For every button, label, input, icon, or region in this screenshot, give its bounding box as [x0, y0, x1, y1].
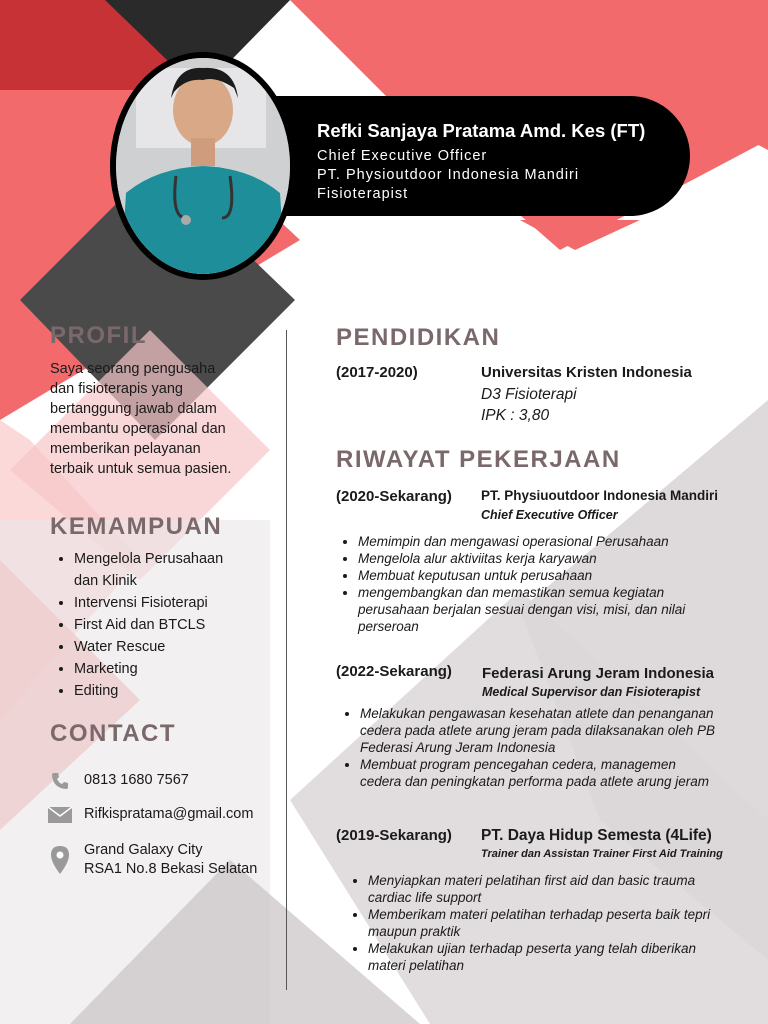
- riwayat-title: RIWAYAT PEKERJAAN: [336, 446, 621, 473]
- skill-item: • Marketing: [74, 658, 223, 680]
- job-duty-item: • Membuat keputusan untuk perusahaan: [358, 567, 696, 584]
- job-period: (2019-Sekarang): [336, 827, 452, 844]
- job-title: Chief Executive Officer: [317, 148, 488, 164]
- person-name: Refki Sanjaya Pratama Amd. Kes (FT): [317, 120, 646, 141]
- education-period: (2017-2020): [336, 364, 418, 381]
- skill-item: dan Klinik: [74, 573, 137, 589]
- job-role: Medical Supervisor dan Fisioterapist: [482, 685, 701, 699]
- skills-list: [52, 548, 223, 702]
- skill-item: • First Aid dan BTCLS: [74, 614, 223, 636]
- profile-photo: [110, 52, 296, 280]
- pendidikan-title: PENDIDIKAN: [336, 324, 501, 351]
- job-duty-item: • Membuat program pencegahan cedera, managemen cedera dan peningkatan performa pada atlete arung jeram: [360, 756, 718, 790]
- profil-title: PROFIL: [50, 322, 147, 349]
- phone-icon: [50, 771, 70, 791]
- skill-item: • Water Rescue: [74, 636, 223, 658]
- job-org: PT. Daya Hidup Semesta (4Life): [481, 827, 712, 844]
- profil-line: terbaik untuk semua pasien.: [50, 461, 232, 477]
- profil-line: bertanggung jawab dalam: [50, 401, 217, 417]
- contact-address: [84, 841, 257, 879]
- skill-item: • Intervensi Fisioterapi: [74, 592, 223, 614]
- company-name: PT. Physioutdoor Indonesia Mandiri: [317, 167, 580, 183]
- job-duties: [338, 705, 718, 790]
- education-detail: [481, 384, 577, 426]
- skill-item: • Editing: [74, 680, 223, 702]
- contact-email: Rifkispratama@gmail.com: [84, 806, 254, 822]
- column-divider: [286, 330, 287, 990]
- job-duties: [346, 872, 736, 974]
- profession: Fisioterapist: [317, 186, 409, 202]
- contact-title: CONTACT: [50, 720, 177, 747]
- profil-text: [50, 359, 231, 479]
- kemampuan-title: KEMAMPUAN: [50, 513, 223, 540]
- job-duty-item: • mengembangkan dan memastikan semua kegiatan perusahaan berjalan sesuai dengan visi, misi, dan nilai perseroan: [358, 584, 696, 635]
- profil-line: memberikan pelayanan: [50, 441, 201, 457]
- address-line: RSA1 No.8 Bekasi Selatan: [84, 861, 258, 877]
- job-org: PT. Physiuoutdoor Indonesia Mandiri: [481, 488, 719, 503]
- education-degree: D3 Fisioterapi: [481, 386, 577, 403]
- job-duty-item: • Melakukan ujian terhadap peserta yang telah diberikan materi pelatihan: [368, 940, 736, 974]
- profil-line: membantu operasional dan: [50, 421, 226, 437]
- job-duty-item: • Memberikam materi pelatihan terhadap peserta baik tepri maupun praktik: [368, 906, 736, 940]
- education-ipk: IPK : 3,80: [481, 407, 550, 424]
- address-line: Grand Galaxy City: [84, 842, 203, 858]
- job-role: Trainer dan Assistan Trainer First Aid Training: [481, 848, 723, 860]
- job-duty-item: • Memimpin dan mengawasi operasional Perusahaan: [358, 533, 696, 550]
- profil-line: dan fisioterapis yang: [50, 381, 183, 397]
- job-duties: [336, 533, 696, 635]
- person-photo-icon: [116, 58, 290, 274]
- job-role: Chief Executive Officer: [481, 508, 618, 522]
- job-period: (2020-Sekarang): [336, 488, 452, 505]
- job-duty-item: • Melakukan pengawasan kesehatan atlete dan penanganan cedera pada atlete arung jeram pada dilaksanakan oleh PB Federasi Arung Jeram Indonesia: [360, 705, 718, 756]
- job-duty-item: • Mengelola alur aktiviitas kerja karyawan: [358, 550, 696, 567]
- job-duty-item: • Menyiapkan materi pelatihan first aid dan basic trauma cardiac life support: [368, 872, 736, 906]
- skill-item: • Mengelola Perusahaan: [74, 548, 223, 570]
- contact-phone: 0813 1680 7567: [84, 772, 189, 788]
- education-school: Universitas Kristen Indonesia: [481, 364, 692, 381]
- job-org: Federasi Arung Jeram Indonesia: [482, 665, 715, 682]
- job-period: (2022-Sekarang): [336, 663, 452, 680]
- profil-line: Saya seorang pengusaha: [50, 361, 216, 377]
- mail-icon: [47, 806, 73, 824]
- location-pin-icon: [50, 845, 70, 875]
